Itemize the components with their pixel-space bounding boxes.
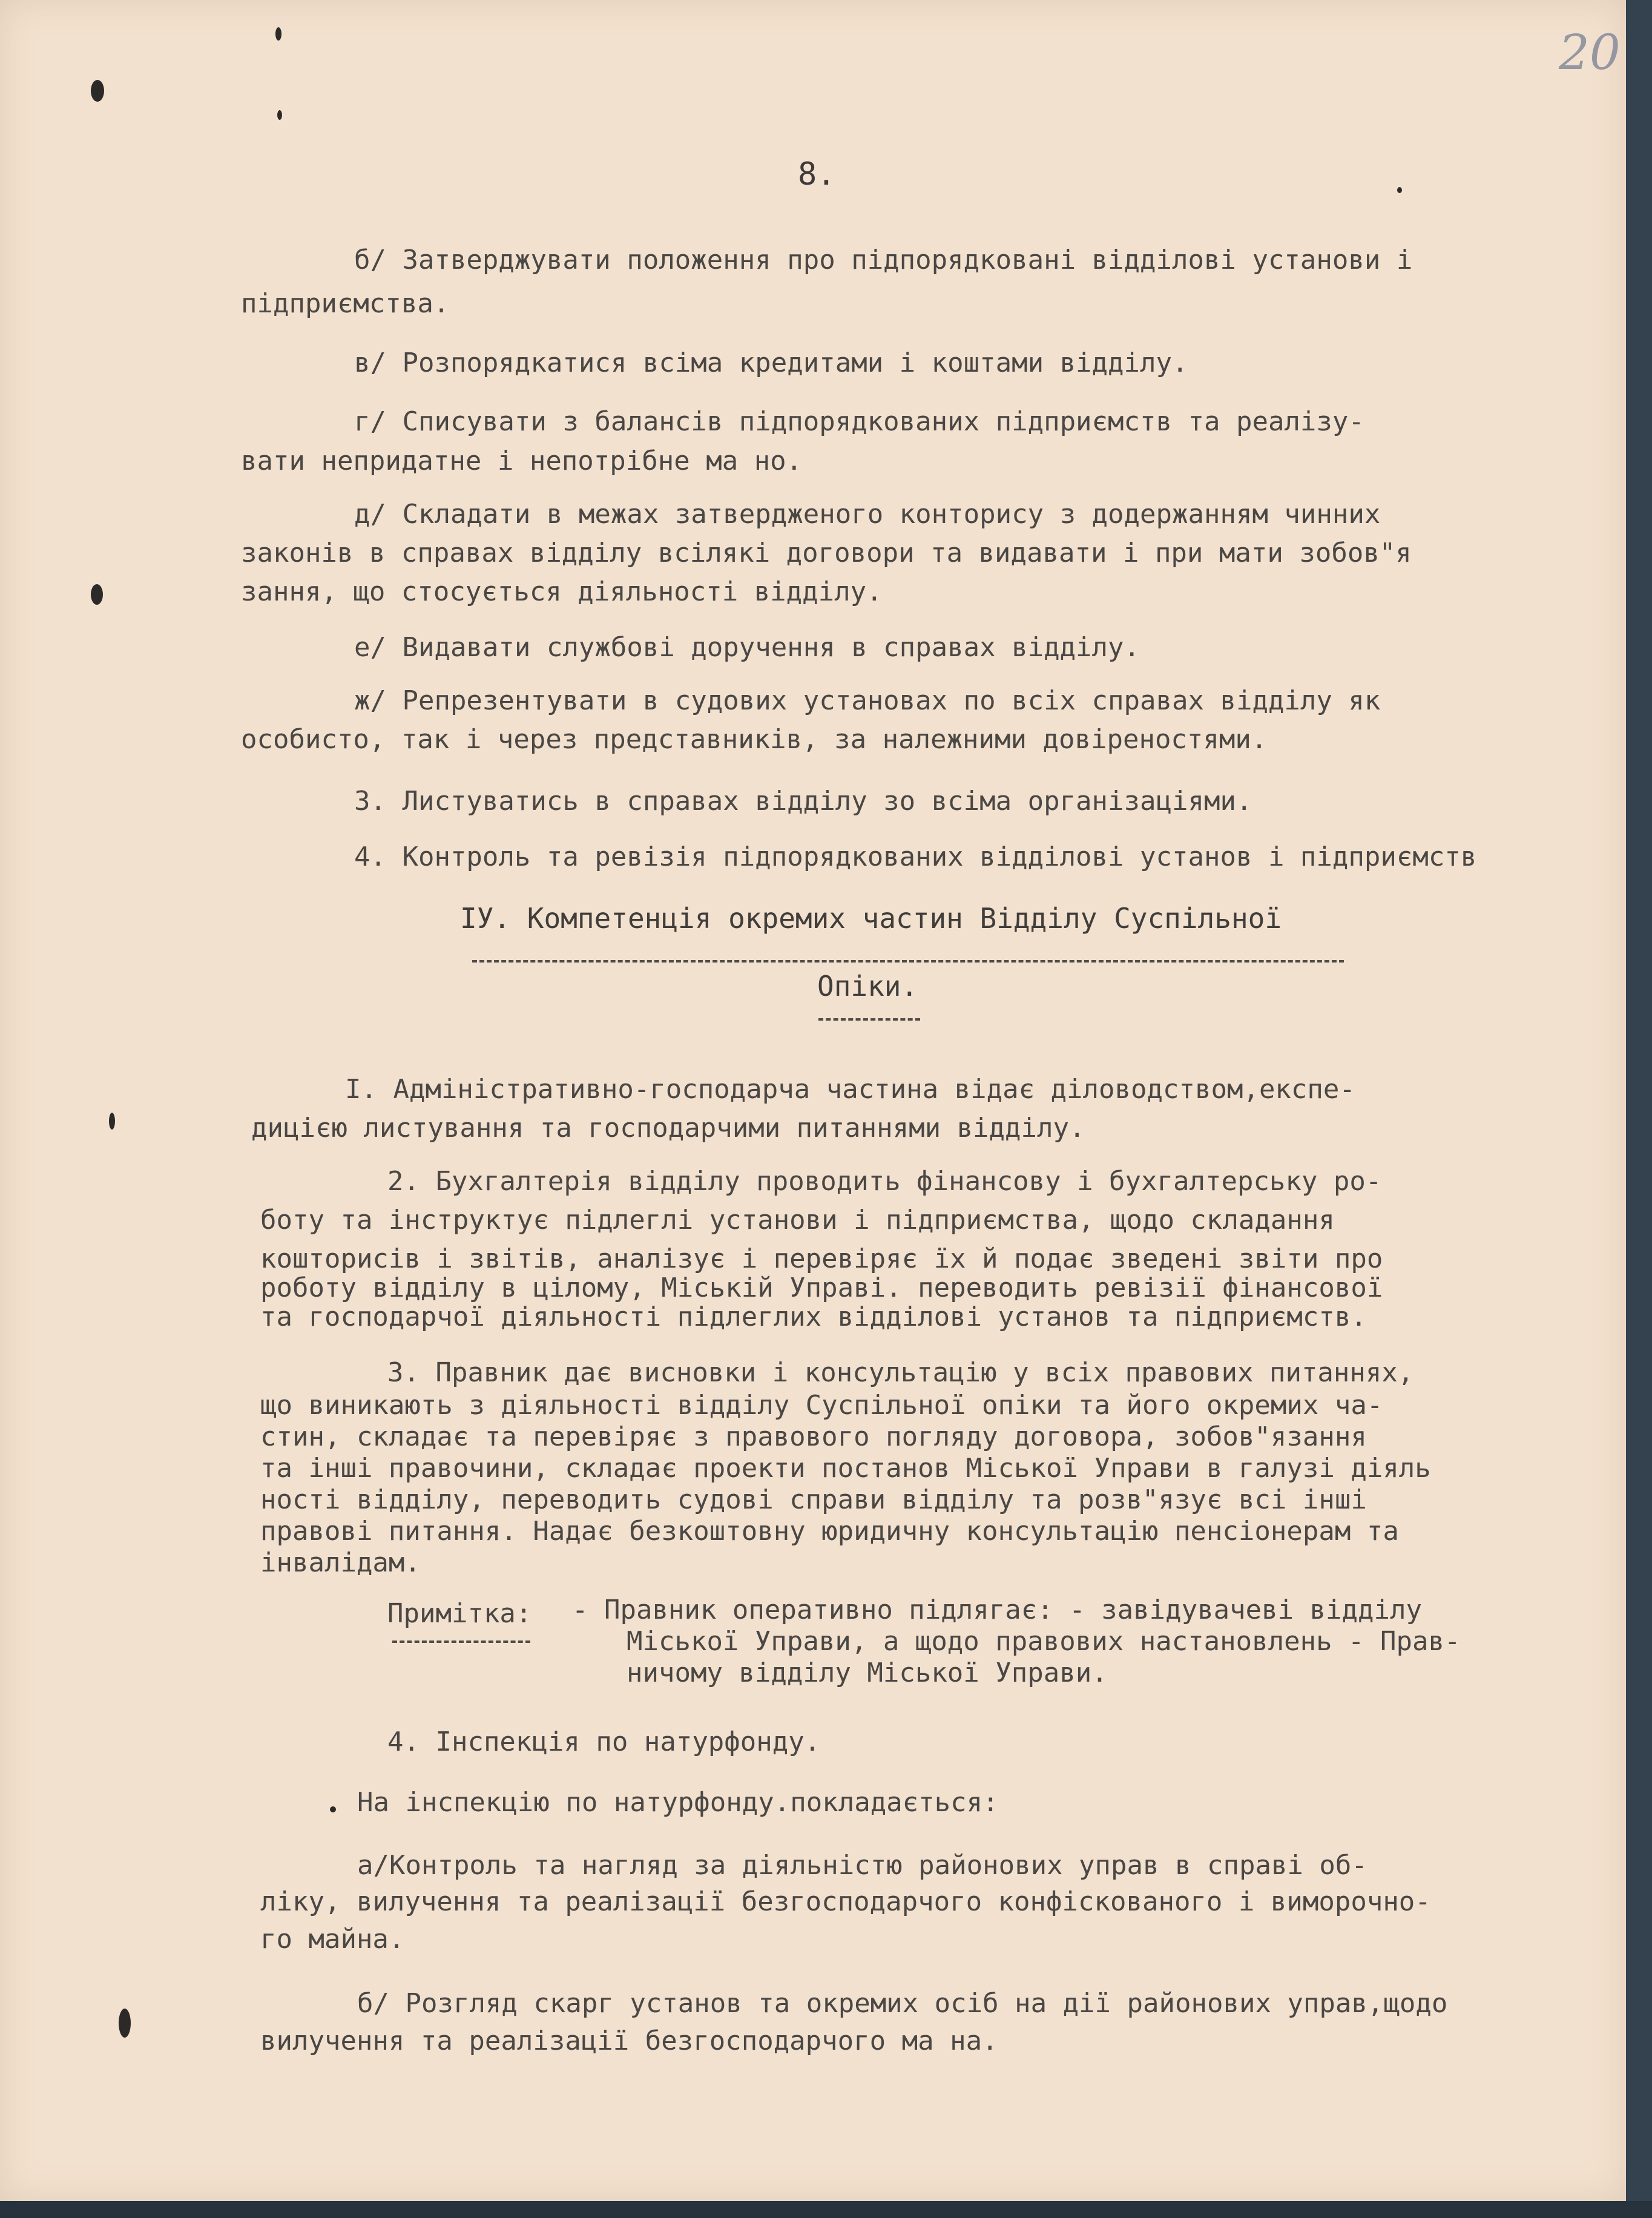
- section-line: та інші правочини, складає проекти постанов Міської Управи в галузі діяль: [260, 1453, 1431, 1484]
- body-line: зання, що стосується діяльності відділу.: [241, 576, 883, 607]
- section-heading-line2: Опіки.: [817, 970, 918, 1002]
- folio-number: 20: [1559, 24, 1621, 81]
- note-line: - Правник оперативно підлягає: - завідувачеві відділу: [572, 1594, 1422, 1625]
- body-line: 4. Контроль та ревізія підпорядкованих відділові установ і підприємств: [354, 841, 1477, 872]
- section-line: інвалідам.: [260, 1547, 421, 1578]
- section-line: роботу відділу в цілому, Міській Управі. переводить ревізії фінансової: [260, 1272, 1383, 1303]
- scan-border-right: [1626, 0, 1652, 2218]
- speck-mark: [275, 27, 281, 41]
- section-line: I. Адміністративно-господарча частина відає діловодством,експе-: [345, 1074, 1355, 1105]
- section-line: та господарчої діяльності підлеглих відділові установ та підприємств.: [260, 1302, 1367, 1332]
- body-line: д/ Складати в межах затвердженого конторису з додержанням чинних: [354, 499, 1381, 530]
- body-line: підприємства.: [241, 288, 450, 319]
- section-line: кошторисів і звітів, аналізує і перевіряє їх й подає зведені звіти про: [260, 1243, 1383, 1274]
- section-line: дицією листування та господарчими питаннями відділу.: [251, 1113, 1085, 1144]
- speck-mark: [1397, 187, 1402, 193]
- punch-mark: [91, 80, 104, 102]
- note-line: Міської Управи, а щодо правових настановлень - Прав-: [627, 1626, 1461, 1657]
- body-line: г/ Списувати з балансів підпорядкованих підприємств та реалізу-: [354, 406, 1364, 437]
- body-line: е/ Видавати службові доручення в справах відділу.: [354, 632, 1140, 663]
- section-line: ності відділу, переводить судові справи відділу та розв"язує всі інші: [260, 1484, 1367, 1515]
- heading-underline-short: [818, 1018, 920, 1021]
- speck-mark: [277, 110, 282, 120]
- note-line: ничому відділу Міської Управи.: [627, 1657, 1108, 1688]
- body-line: б/ Затверджувати положення про підпорядковані відділові установи і: [354, 245, 1413, 275]
- body-line: ж/ Репрезентувати в судових установах по всіх справах відділу як: [354, 685, 1381, 716]
- section-line: стин, складає та перевіряє з правового погляду договора, зобов"язання: [260, 1421, 1367, 1452]
- body-line: особисто, так і через представників, за належними довіреностями.: [241, 724, 1268, 755]
- punch-mark: [91, 584, 103, 605]
- speck-mark: [330, 1806, 336, 1812]
- page-number: 8.: [798, 156, 836, 193]
- heading-underline: [472, 960, 1344, 963]
- section-line: боту та інструктує підлеглі установи і підприємства, щодо складання: [260, 1205, 1335, 1236]
- final-line: б/ Розгляд скарг установ та окремих осіб на дії районових управ,щодо: [357, 1988, 1448, 2019]
- section-line: правові питання. Надає безкоштовну юридичну консультацію пенсіонерам та: [260, 1516, 1399, 1547]
- final-line: а/Контроль та нагляд за діяльністю районових управ в справі об-: [357, 1850, 1367, 1881]
- speck-mark: [109, 1113, 115, 1130]
- section-heading-line1: IУ. Компетенція окремих частин Відділу Суспільної: [460, 902, 1282, 935]
- final-line: го майна.: [260, 1924, 405, 1955]
- section-line: 3. Правник дає висновки і консультацію у всіх правових питаннях,: [387, 1357, 1414, 1388]
- body-line: в/ Розпорядкатися всіма кредитами і коштами відділу.: [354, 347, 1188, 378]
- punch-mark: [119, 2009, 131, 2038]
- body-line: законів в справах відділу всілякі договори та видавати і при мати зобов"я: [241, 538, 1412, 568]
- scan-border-bottom: [0, 2201, 1652, 2218]
- final-line: 4. Інспекція по натурфонду.: [387, 1726, 821, 1757]
- body-line: вати непридатне і непотрібне ма но.: [241, 446, 803, 476]
- final-line: вилучення та реалізації безгосподарчого ма на.: [260, 2025, 998, 2056]
- final-line: ліку, вилучення та реалізації безгосподарчого конфіскованого і виморочно-: [260, 1886, 1431, 1917]
- section-line: 2. Бухгалтерія відділу проводить фінансову і бухгалтерську ро-: [387, 1166, 1382, 1197]
- note-underline: [392, 1640, 530, 1643]
- final-line: На інспекцію по натурфонду.покладається:: [357, 1787, 999, 1818]
- note-label: Примітка:: [387, 1598, 532, 1629]
- body-line: 3. Листуватись в справах відділу зо всіма організаціями.: [354, 786, 1252, 817]
- section-line: що виникають з діяльності відділу Суспільної опіки та його окремих ча-: [260, 1390, 1383, 1421]
